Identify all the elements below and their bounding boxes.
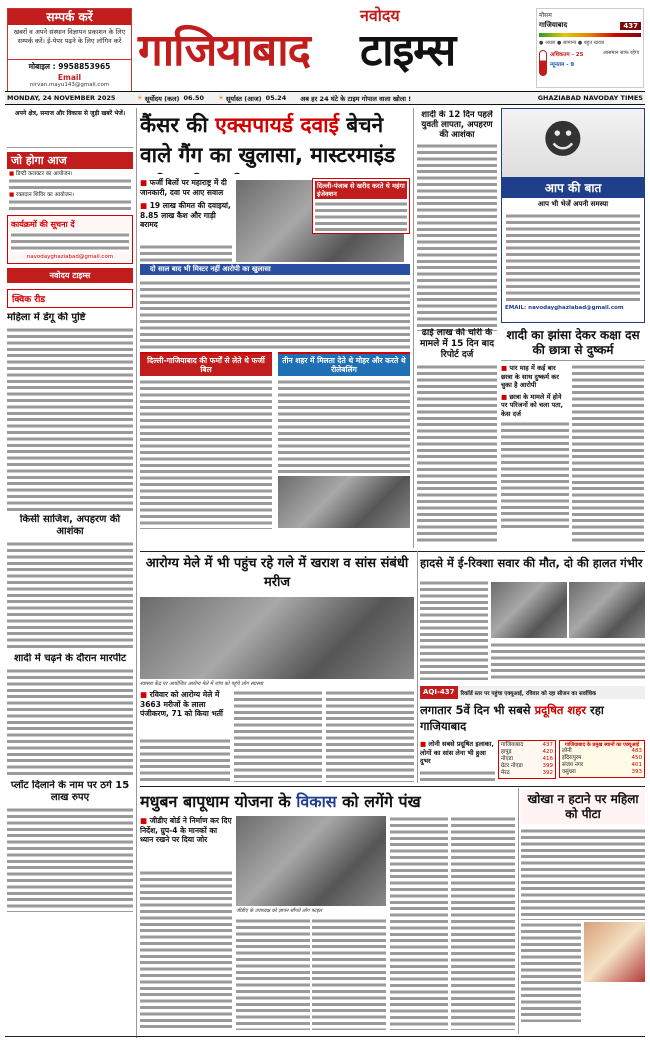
lead-headline bbox=[140, 110, 410, 174]
madhuban-photo bbox=[236, 816, 386, 906]
aqi-row-value: 401 bbox=[631, 762, 642, 768]
logo-small: नवोदय टाइम्स bbox=[7, 268, 133, 283]
sunset-icon: ☀ bbox=[218, 94, 224, 102]
madhuban-photo-caption: जीडीए के उपाध्यक्ष को ज्ञापन सौंपते लोग फाइल bbox=[236, 908, 323, 914]
accident-photo-2 bbox=[569, 582, 645, 638]
aqi-row-name: संजय नगर bbox=[562, 762, 584, 768]
madhuban-headline-c: को लगेंगे पंख bbox=[342, 792, 421, 811]
title-times: टाइम्स bbox=[360, 25, 456, 76]
aqi-headline-c: रहा गाजियाबाद bbox=[420, 703, 604, 733]
lead-bullet-1: ■ फर्जी बिलों पर महाराष्ट्र में दी जानकारी, दवा पर आए सवाल bbox=[140, 178, 232, 197]
right-story-1-head: शादी के 12 दिन पहले युवती लापता, अपहरण की आशंका bbox=[421, 110, 493, 140]
aqi-row-value: 437 bbox=[542, 742, 553, 748]
title-navoday: नवोदय bbox=[360, 6, 400, 25]
right-story-2 bbox=[417, 328, 497, 544]
aqi-badge: 437 bbox=[620, 22, 641, 30]
aqi-row-name: लोनी bbox=[562, 748, 572, 754]
aqi-row-value: 399 bbox=[542, 763, 553, 769]
aqi-headline-a: लगातार 5वें दिन भी सबसे bbox=[420, 703, 531, 717]
event-2: ■ रक्तदान शिविर का आयोजन। bbox=[7, 190, 133, 199]
aqi-strip-text: रिकॉर्ड स्तर पर पहुंचा एक्यूआई, रविवार को रहा सीजन का सर्वाधिक bbox=[460, 690, 597, 697]
left-h3: शादी में चढ़ने के दौरान मारपीट bbox=[14, 653, 126, 664]
aqi-strip-badge: AQI-437 bbox=[420, 686, 458, 699]
left-h2: किसी साजिश, अपहरण की आशंका bbox=[19, 514, 121, 537]
promo-text: अपने क्षेत्र, समाज और विकास से जुड़ी खबरें भेजें। bbox=[7, 108, 133, 148]
aqi-row-value: 393 bbox=[631, 769, 642, 775]
aqi-scale bbox=[539, 33, 641, 37]
left-h4: प्लॉट दिलाने के नाम पर ठगे 15 लाख रुपए bbox=[10, 780, 130, 803]
lead-side-box-title: दिल्ली-पंजाब से खरीद करते थे महंगा इंजेक्शन bbox=[315, 181, 407, 199]
temp-max: अधिकतम - 25 bbox=[550, 52, 584, 58]
weather-row: ● अच्छा ● सामान्य ● बहुत खराब bbox=[539, 40, 605, 46]
lead-bullets bbox=[140, 178, 232, 230]
aqi-row-name: नोएडा bbox=[501, 756, 513, 762]
lead-headline-c: बेचने वाले गैंग का खुलासा, मास्टरमाइंड bbox=[140, 113, 396, 167]
temp-min: न्यूनतम - 9 bbox=[550, 62, 575, 68]
masthead-title bbox=[138, 4, 528, 84]
lead-side-box bbox=[312, 178, 410, 234]
lead-headline-b: एक्सपायर्ड दवाई bbox=[215, 113, 339, 137]
weather-city: गाजियाबाद bbox=[539, 21, 568, 29]
aqi-row-value: 483 bbox=[631, 748, 642, 754]
sun-icon: ☀ bbox=[137, 94, 143, 102]
right-story-3-bullet-1: ■ पार माह में कई बार छात्रा के साथ दुष्कर्म कर चुका है आरोपी bbox=[501, 364, 569, 390]
accident-headline bbox=[420, 556, 645, 576]
contact-mobile: मोबाइल : 9958853965 bbox=[8, 59, 131, 72]
aap-sub: आप भी भेजें अपनी समस्या bbox=[537, 200, 609, 208]
lead-box-1 bbox=[140, 352, 272, 529]
weather-label: मौसम bbox=[539, 12, 552, 19]
notice-email[interactable]: navodayghaziabad@gmail.com bbox=[26, 254, 114, 260]
madhuban-headline bbox=[140, 790, 515, 812]
quick-read-label: क्विक रीड bbox=[12, 295, 46, 305]
contact-text: खबरों व अपने संस्थान विज्ञापन प्रकाशन के लिए सम्पर्क करें। ई-पेपर पढ़ने के लिए लॉगिन करें bbox=[13, 28, 126, 45]
aqi-headline bbox=[420, 702, 645, 738]
lead-bullet-2: ■ 19 लाख कीमत की दवाइयां, 8.85 लाख कैश और गाड़ी बरामद bbox=[140, 201, 232, 230]
notice-heading: कार्यक्रमों की सूचना दें bbox=[11, 220, 75, 229]
thermometer-icon bbox=[539, 50, 547, 76]
contact-email[interactable]: nirvan.mayu143@gmail.com bbox=[29, 82, 110, 88]
date: MONDAY, 24 NOVEMBER 2025 bbox=[7, 94, 116, 102]
dateline bbox=[5, 91, 645, 105]
khokha-photo bbox=[584, 922, 645, 982]
aqi-row-name: हापुड़ bbox=[501, 749, 512, 755]
aqi-row-value: 392 bbox=[542, 770, 553, 776]
lead-photo-caption: दो साल बाद भी मिस्टर नहीं आरोपी का खुलासा bbox=[140, 264, 410, 275]
arogya-bullet-1: ■ रविवार को आरोग्य मेले में 3663 मरीजों के लाला पंजीकरण, 71 को किया भर्ती bbox=[140, 690, 230, 719]
sunset-label: सूर्यास्त (आज) bbox=[225, 94, 262, 103]
tagline: अब हर 24 घंटे के टाइम गोपाल वाला खोला ! bbox=[300, 94, 412, 103]
arogya-photo bbox=[140, 597, 414, 679]
aap-title: आप की बात bbox=[502, 177, 644, 198]
aqi-bullets bbox=[420, 740, 495, 766]
aqi-row-name: ग्रेटर नोएडा bbox=[501, 763, 523, 769]
sunrise-time: 06.50 bbox=[183, 94, 205, 102]
aqi-row-value: 416 bbox=[542, 756, 553, 762]
sunrise-label: सूर्योदय (कल) bbox=[144, 94, 180, 103]
khokha-story bbox=[521, 790, 645, 1022]
left-h1: महिला में डेंगू की पुष्टि bbox=[7, 312, 86, 323]
contact-email-label: Email bbox=[57, 73, 82, 82]
lead-box-2 bbox=[278, 352, 410, 528]
khokha-headline: खोखा न हटाने पर महिला को पीटा bbox=[521, 790, 645, 824]
right-story-3-bullet-2: ■ छात्रा के मामले में होने पर परिजनों को चला पता, केस दर्ज bbox=[501, 393, 569, 419]
aqi-table-left bbox=[498, 740, 556, 779]
madhuban-headline-b: विकास bbox=[296, 792, 337, 811]
jo-hoga-aaj-heading: जो होगा आज bbox=[7, 152, 133, 169]
accident-headline-b: , दो की हालत गंभीर bbox=[555, 556, 643, 570]
right-story-1 bbox=[417, 110, 497, 331]
notice-box bbox=[7, 215, 133, 264]
aqi-table-right-title: गाजियाबाद के प्रमुख स्थानों का एक्यूआई bbox=[564, 742, 640, 748]
lead-box-2-photo bbox=[278, 476, 410, 528]
aqi-row-name: गाजियाबाद bbox=[501, 742, 524, 748]
weather-box bbox=[536, 8, 644, 88]
title-ghaziabad: गाजियाबाद bbox=[138, 25, 311, 76]
aap-email[interactable]: EMAIL: navodayghaziabad@gmail.com bbox=[505, 305, 624, 311]
contact-box bbox=[7, 8, 132, 94]
right-story-3 bbox=[501, 328, 645, 544]
accident-headline-a: हादसे में ई-रिक्शा सवार की मौत bbox=[420, 556, 556, 570]
arogya-headline: आरोग्य मेले में भी पहुंच रहे गले में खराश व सांस संबंधी मरीज bbox=[145, 556, 409, 590]
left-column bbox=[7, 108, 133, 1038]
accident-photo-1 bbox=[491, 582, 567, 638]
contact-title: सम्पर्क करें bbox=[8, 9, 131, 25]
arogya-caption: स्वास्थ्य केंद्र पर आयोजित आरोग्य मेले में जांच को पहुंचे लोग स्वास्थ्य bbox=[140, 681, 264, 687]
aqi-row-name: वसुंधरा bbox=[562, 769, 576, 775]
lead-box-1-title: दिल्ली-गाजियाबाद की फर्मों से लेते थे फर्जी बिल bbox=[140, 354, 272, 376]
madhuban-headline-a: मधुबन बापूधाम योजना के bbox=[140, 792, 291, 811]
aap-illustration bbox=[502, 109, 644, 177]
aqi-row-value: 450 bbox=[631, 755, 642, 761]
aqi-table-right bbox=[559, 740, 645, 778]
quick-read-heading bbox=[7, 289, 133, 308]
aqi-row-name: मेरठ bbox=[501, 770, 510, 776]
madhuban-bullet-1: ■ जीडीए बोर्ड ने निर्माण कर दिए निर्देश, ग्रुप-4 के मानकों का ध्यान रखने पर दिया जोर bbox=[140, 816, 232, 845]
aqi-row-value: 420 bbox=[542, 749, 553, 755]
aqi-headline-b: प्रदूषित शहर bbox=[534, 703, 587, 717]
aap-ki-baat bbox=[501, 108, 645, 323]
right-story-3-head: शादी का झांसा देकर कक्षा दस की छात्रा से दुष्कर्म bbox=[501, 328, 645, 361]
lead-headline-a: कैंसर की bbox=[140, 113, 208, 137]
right-story-2-head: ढाई लाख की चोरी के मामले में 15 दिन बाद रिपोर्ट दर्ज bbox=[420, 328, 494, 360]
arogya-bullets bbox=[140, 690, 230, 719]
weather-note: आसमान साफ रहेगा bbox=[603, 50, 640, 56]
event-1: ■ डिप्टी कलक्टर का आयोजन। bbox=[7, 169, 133, 178]
madhuban-bullets bbox=[140, 816, 232, 845]
aqi-row-name: इंदिरापुरम bbox=[562, 755, 582, 761]
speaker-icon: ☻ bbox=[542, 117, 584, 163]
edition: GHAZIABAD NAVODAY TIMES bbox=[537, 94, 643, 102]
sunset-time: 05.24 bbox=[265, 94, 287, 102]
aqi-strip bbox=[420, 686, 645, 699]
lead-box-2-title: तीन शहर में मिलता देते थे मोहर और करते थे रीलेबलिंग bbox=[278, 354, 410, 376]
aqi-bullet-1: ■ लोनी सबसे प्रदूषित इलाका, लोगों का सांस लेना भी हुआ दुभर bbox=[420, 740, 495, 766]
